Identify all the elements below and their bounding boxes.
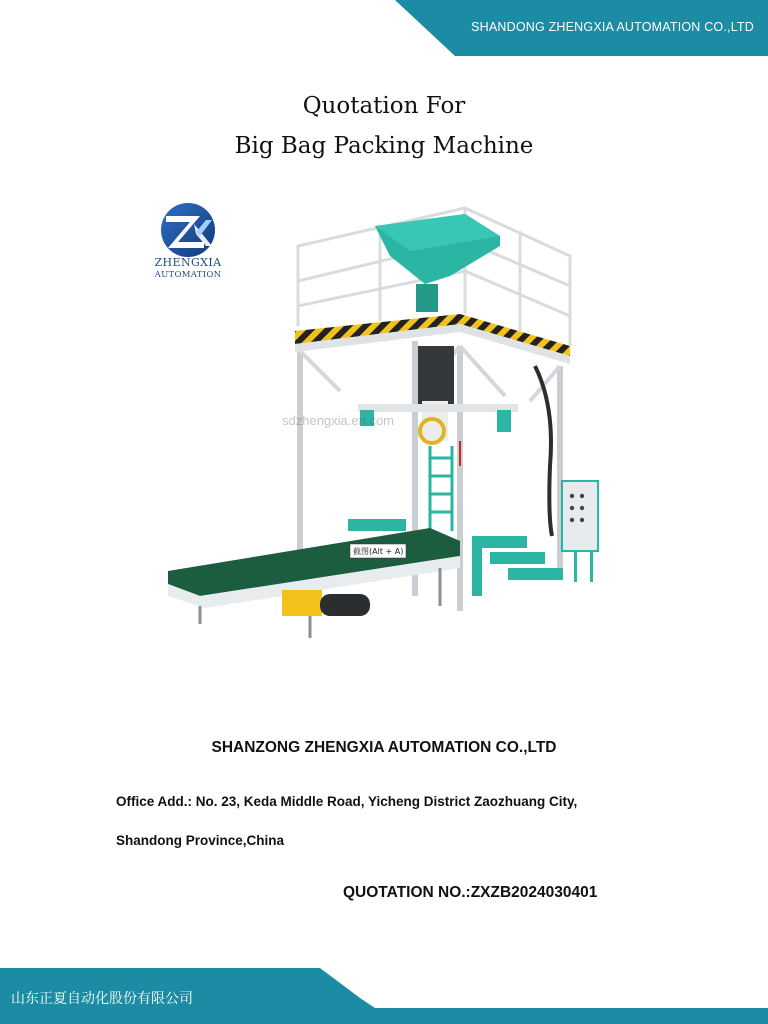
- quotation-number: QUOTATION NO.:ZXZB2024030401: [343, 884, 598, 901]
- image-watermark: sdzhengxia.en.com: [282, 413, 395, 428]
- office-address-line-1: Office Add.: No. 23, Keda Middle Road, Yicheng District Zaozhuang City,: [116, 794, 578, 809]
- logo-wordmark: ZHENGXIA: [154, 256, 222, 269]
- header-company-name: SHANDONG ZHENGXIA AUTOMATION CO.,LTD: [471, 20, 754, 34]
- page-title-line-1: Quotation For: [302, 93, 466, 119]
- page-title-line-2: Big Bag Packing Machine: [234, 133, 534, 159]
- footer-company-name-cn: 山东正夏自动化股份有限公司: [11, 991, 193, 1007]
- screenshot-label: 截图(Alt + A): [353, 547, 404, 556]
- office-address-line-2: Shandong Province,China: [116, 833, 285, 848]
- logo-subtitle: AUTOMATION: [154, 270, 222, 280]
- company-name: SHANZONG ZHENGXIA AUTOMATION CO.,LTD: [211, 739, 557, 756]
